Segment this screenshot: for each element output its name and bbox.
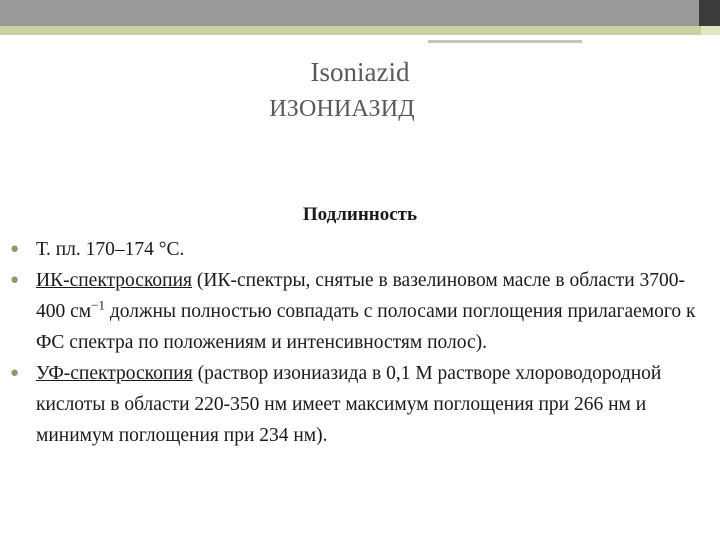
corner-block-dark bbox=[699, 0, 720, 26]
uv-text: (раствор изониазида в 0,1 М растворе хлороводородной кислоты в области 220-350 нм имеет максимум поглощения при 266 нм и минимум поглощения при 234 нм). bbox=[36, 363, 662, 446]
bullet-icon: ● bbox=[10, 241, 20, 257]
slide-title bbox=[0, 56, 720, 124]
list-item bbox=[0, 265, 720, 358]
bullet-icon: ● bbox=[10, 272, 20, 288]
bullet-list bbox=[0, 234, 720, 451]
title-cyrillic: ИЗОНИАЗИД bbox=[269, 96, 415, 122]
ir-text-b: должны полностью совпадать с полосами поглощения прилагаемого к ФС спектра по положениям и интенсивностям полос). bbox=[36, 301, 696, 353]
accent-stripe bbox=[0, 26, 720, 35]
title-latin: Isoniazid bbox=[310, 57, 410, 87]
corner-block-light bbox=[701, 26, 720, 35]
title-decor-stripe bbox=[428, 40, 582, 43]
melting-point-text: Т. пл. 170–174 °С. bbox=[36, 239, 185, 260]
bullet-icon: ● bbox=[10, 365, 20, 381]
top-decor-bar bbox=[0, 0, 720, 26]
section-heading bbox=[0, 204, 720, 226]
ir-superscript: −1 bbox=[91, 297, 105, 313]
ir-spectroscopy-link[interactable]: ИК-спектроскопия bbox=[36, 270, 193, 291]
list-item bbox=[0, 358, 720, 451]
list-item bbox=[0, 234, 720, 265]
uv-spectroscopy-link[interactable]: УФ-спектроскопия bbox=[36, 363, 193, 384]
section-heading-text: Подлинность bbox=[302, 204, 418, 225]
ir-text-a: (ИК-спектры, снятые в вазелиновом масле в области 3700-400 см bbox=[36, 270, 685, 322]
